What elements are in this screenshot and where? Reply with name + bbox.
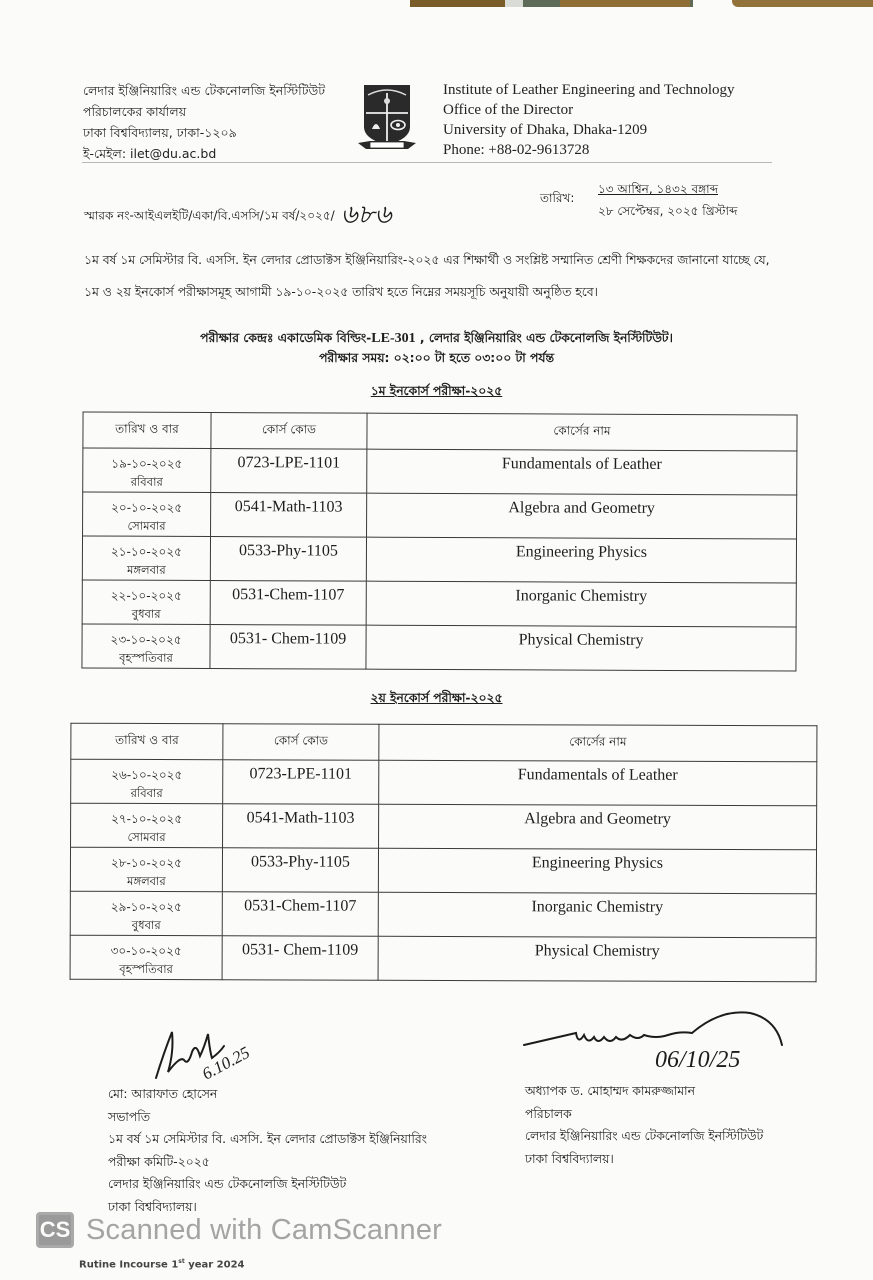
phone-en: Phone: +88-02-9613728 [443, 142, 590, 158]
weekday: রবিবার [130, 785, 163, 801]
exam-venue [0, 330, 873, 350]
venue-prefix: পরীক্ষার কেন্দ্রঃ একাডেমিক বিল্ডিং- [200, 331, 372, 345]
header-date-day: তারিখ ও বার [71, 723, 223, 760]
first-incourse-schedule-table [81, 411, 797, 671]
date-cell: ২৯-১০-২০২৫ বুধবার [70, 891, 222, 936]
chairman-university: ঢাকা বিশ্ববিদ্যালয়। [108, 1199, 197, 1214]
course-name-cell: Physical Chemistry [378, 936, 816, 982]
venue-suffix: , লেদার ইঞ্জিনিয়ারিং এন্ড টেকনোলজি ইনস্টিটিউট। [415, 331, 673, 345]
date-cell: ২১-১০-২০২৫ মঙ্গলবার [82, 536, 210, 581]
date-cell: ২৬-১০-২০২৫ রবিবার [71, 759, 223, 804]
memo-handwritten-number: ৬৮৬ [340, 200, 392, 229]
date-cell: ২২-১০-২০২৫ বুধবার [82, 580, 210, 625]
course-name-cell: Algebra and Geometry [367, 493, 797, 539]
course-code-cell: 0723-LPE-1101 [223, 760, 379, 805]
course-name-cell: Fundamentals of Leather [367, 449, 797, 495]
table-row [82, 536, 796, 583]
date-cell: ১৯-১০-২০২৫ রবিবার [83, 448, 211, 493]
date-label: তারিখ: [540, 191, 575, 205]
table-row [70, 935, 816, 982]
course-code-cell: 0541-Math-1103 [211, 493, 367, 538]
memo-date [598, 178, 737, 222]
director-title: পরিচালক [525, 1106, 572, 1121]
weekday: মঙ্গলবার [127, 562, 166, 577]
course-name-cell: Engineering Physics [366, 537, 796, 583]
table-row [83, 448, 797, 495]
date-cell: ২৮-১০-২০২৫ মঙ্গলবার [70, 847, 222, 892]
header-course-code: কোর্স কোড [223, 724, 379, 761]
table-row [82, 624, 796, 671]
table-row [82, 580, 796, 627]
bangla-letterhead [83, 80, 325, 164]
university-crest-icon [358, 83, 416, 155]
date-bangla-calendar: ১৩ আশ্বিন, ১৪৩২ বঙ্গাব্দ [598, 182, 719, 196]
director-institute: লেদার ইঞ্জিনিয়ারিং এন্ড টেকনোলজি ইনস্টিটিউট [525, 1129, 764, 1143]
table-header-row [71, 723, 817, 762]
camscanner-logo-icon: CS [36, 1212, 74, 1248]
institute-name-en: Institute of Leather Engineering and Technology [443, 82, 735, 98]
table-row [70, 847, 816, 894]
office-name-en: Office of the Director [443, 102, 574, 118]
course-code-cell: 0531- Chem-1109 [222, 936, 378, 981]
email-bn: ই-মেইল: ilet@du.ac.bd [83, 146, 217, 161]
weekday: বুধবার [131, 606, 161, 621]
notice-paragraph: ১ম বর্ষ ১ম সেমিস্টার বি. এসসি. ইন লেদার প্রোডাক্টস ইঞ্জিনিয়ারিং-২০২৫ এর শিক্ষার্থী ও সংশ্লিষ্ট সম্মানিত শ্রেণী শিক্ষকদের জানানো যাচ্ছে যে, ১ম ও ২য় ইনকোর্স পরীক্ষাসমূহ আগামী ১৯-১০-২০২৫ তারিখ হতে নিম্নের সময়সূচি অনুযায়ী অনুষ্ঠিত হবে। [84, 253, 770, 299]
camscanner-text: Scanned with CamScanner [86, 1213, 443, 1246]
course-name-cell: Fundamentals of Leather [379, 760, 817, 806]
course-code-cell: 0723-LPE-1101 [211, 449, 367, 494]
date-cell: ৩০-১০-২০২৫ বৃহস্পতিবার [70, 935, 222, 980]
document-footer-note: Rutine Incourse 1st year 2024 [79, 1258, 245, 1271]
director-university: ঢাকা বিশ্ববিদ্যালয়। [525, 1151, 614, 1166]
course-code-cell: 0531-Chem-1107 [210, 581, 366, 626]
weekday: সোমবার [127, 518, 166, 533]
chairman-institute: লেদার ইঞ্জিনিয়ারিং এন্ড টেকনোলজি ইনস্টিটিউট [108, 1177, 347, 1191]
weekday: বৃহস্পতিবার [119, 961, 173, 977]
course-name-cell: Physical Chemistry [366, 625, 796, 671]
weekday: বুধবার [131, 917, 161, 933]
english-letterhead [443, 80, 735, 160]
table-row [83, 492, 797, 539]
date-cell: ২০-১০-২০২৫ সোমবার [83, 492, 211, 537]
course-code-cell: 0533-Phy-1105 [222, 848, 378, 893]
director-signature-icon [520, 1005, 790, 1075]
header-course-name: কোর্সের নাম [367, 413, 797, 451]
table-row [70, 891, 816, 938]
header-date-day: তারিখ ও বার [83, 412, 211, 449]
chairman-name: মো: আরাফাত হোসেন [108, 1087, 218, 1101]
memo-reference [84, 194, 391, 238]
course-name-cell: Inorganic Chemistry [366, 581, 796, 627]
course-code-cell: 0531- Chem-1109 [210, 625, 366, 670]
second-incourse-title: ২য় ইনকোর্স পরীক্ষা-২০২৫ [370, 691, 503, 705]
table-row [71, 803, 817, 850]
date-gregorian: ২৮ সেপ্টেম্বর, ২০২৫ খ্রিস্টাব্দ [598, 204, 738, 218]
course-name-cell: Algebra and Geometry [379, 804, 817, 850]
header-course-code: কোর্স কোড [211, 413, 367, 450]
course-code-cell: 0531-Chem-1107 [222, 892, 378, 937]
exam-time: পরীক্ষার সময়: ০২:০০ টা হতে ০৩:০০ টা পর্যন্ত [319, 351, 554, 365]
chairman-signature-icon [150, 1022, 260, 1084]
weekday: বৃহস্পতিবার [119, 650, 173, 665]
address-en: University of Dhaka, Dhaka-1209 [443, 122, 648, 138]
table-row [71, 759, 817, 806]
date-cell: ২৭-১০-২০২৫ সোমবার [71, 803, 223, 848]
svg-text:06/10/25: 06/10/25 [655, 1047, 741, 1073]
committee-name: পরীক্ষা কমিটি-২০২৫ [108, 1154, 210, 1169]
photo-edge-strip [0, 0, 873, 8]
chairman-title: সভাপতি [108, 1109, 150, 1124]
memo-reference-text: স্মারক নং-আইএলইটি/একা/বি.এসসি/১ম বর্ষ/২০২৫/ [84, 208, 335, 223]
first-incourse-title: ১ম ইনকোর্স পরীক্ষা-২০২৫ [370, 384, 503, 398]
chairman-signature-block [108, 1083, 427, 1218]
course-code-cell: 0541-Math-1103 [223, 804, 379, 849]
course-code-cell: 0533-Phy-1105 [210, 537, 366, 582]
table-header-row [83, 412, 797, 451]
camscanner-watermark [36, 1212, 442, 1248]
weekday: রবিবার [130, 474, 163, 489]
address-bn: ঢাকা বিশ্ববিদ্যালয়, ঢাকা-১২০৯ [83, 125, 237, 140]
office-name-bn: পরিচালকের কার্যালয় [83, 104, 187, 119]
weekday: সোমবার [127, 829, 166, 845]
course-name-cell: Engineering Physics [378, 848, 816, 894]
committee-program: ১ম বর্ষ ১ম সেমিস্টার বি. এসসি. ইন লেদার প্রোডাক্টস ইঞ্জিনিয়ারিং [108, 1132, 427, 1146]
svg-text:6.10.25: 6.10.25 [198, 1042, 253, 1084]
letterhead-divider [82, 162, 772, 163]
header-course-name: কোর্সের নাম [379, 724, 817, 762]
date-cell: ২৩-১০-২০২৫ বৃহস্পতিবার [82, 624, 210, 669]
course-name-cell: Inorganic Chemistry [378, 892, 816, 938]
director-name: অধ্যাপক ড. মোহাম্মদ কামরুজ্জামান [525, 1084, 695, 1098]
second-incourse-schedule-table [70, 723, 818, 983]
venue-room: LE-301 [371, 331, 416, 346]
institute-name-bn: লেদার ইঞ্জিনিয়ারিং এন্ড টেকনোলজি ইনস্টিটিউট [83, 83, 326, 98]
director-signature-block [525, 1080, 763, 1170]
weekday: মঙ্গলবার [127, 873, 166, 889]
